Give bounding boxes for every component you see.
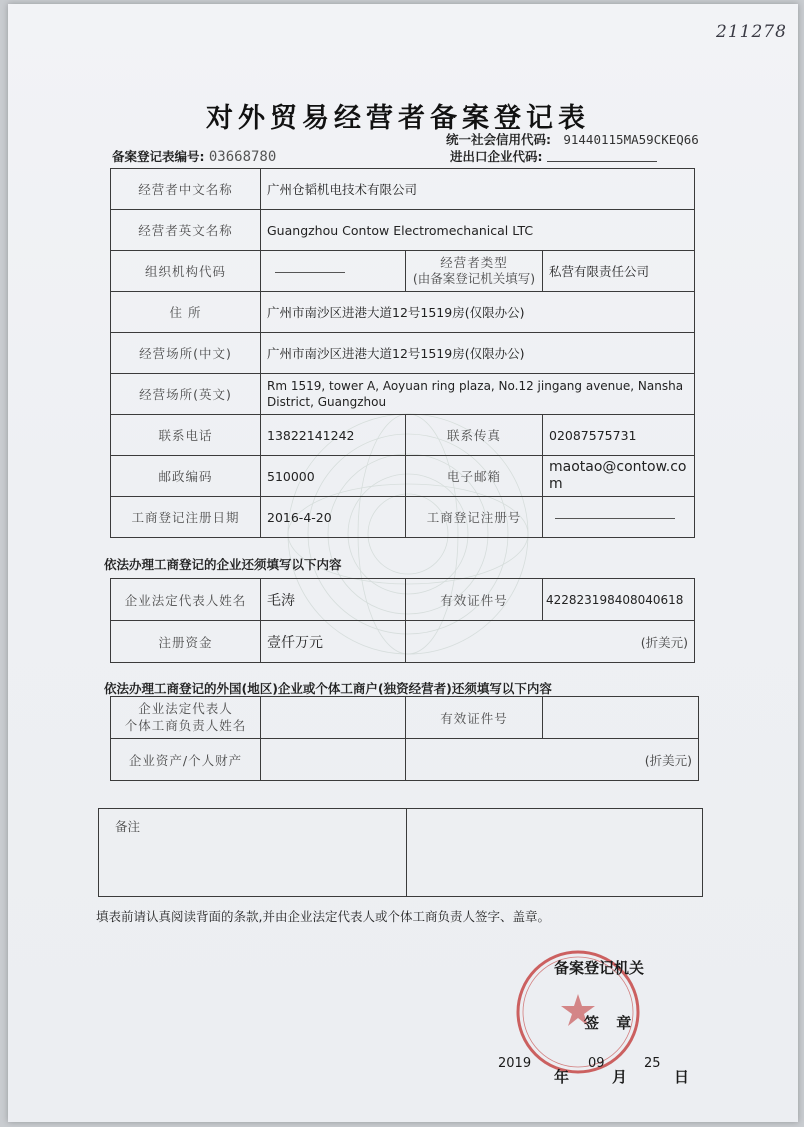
- cn-name-value: 广州仓韬机电技术有限公司: [261, 169, 695, 210]
- site-cn-label: 经营场所(中文): [111, 333, 261, 374]
- fax-label: 联系传真: [406, 415, 543, 456]
- foreign-rep-label: [111, 697, 261, 739]
- seal-label: 签 章: [584, 1014, 638, 1032]
- reg-no-label: 工商登记注册号: [406, 497, 543, 538]
- assets-value: [261, 739, 406, 781]
- authority-label: 备案登记机关: [554, 959, 645, 977]
- foreign-rep-label-line1: 企业法定代表人: [138, 701, 233, 717]
- record-number: [112, 147, 276, 165]
- reg-date-label: 工商登记注册日期: [111, 497, 261, 538]
- address-value: 广州市南沙区进港大道12号1519房(仅限办公): [261, 292, 695, 333]
- phone-value: 13822141242: [261, 415, 406, 456]
- capital-value: 壹仟万元: [261, 621, 406, 663]
- org-code-value: [261, 251, 406, 292]
- record-number-label: 备案登记表编号:: [112, 149, 205, 164]
- site-en-value: Rm 1519, tower A, Aoyuan ring plaza, No.12 jingang avenue, Nansha District, Guangzhou: [261, 374, 695, 415]
- reg-no-value: [543, 497, 695, 538]
- foreign-id-label: 有效证件号: [406, 697, 543, 739]
- record-number-value: 03668780: [208, 149, 277, 165]
- remarks-value: [407, 809, 703, 897]
- notice-text: 填表前请认真阅读背面的条款,并由企业法定代表人或个体工商负责人签字、盖章。: [96, 909, 550, 924]
- operator-type-label-line2: (由备案登记机关填写): [412, 271, 536, 286]
- document-page: [8, 4, 798, 1122]
- email-value: maotao@contow.com: [543, 456, 695, 497]
- assets-usd: [406, 739, 699, 781]
- email-label: 电子邮箱: [406, 456, 543, 497]
- credit-code-label: 统一社会信用代码:: [446, 132, 551, 147]
- foreign-id-value: [543, 697, 699, 739]
- assets-usd-label: (折美元): [644, 752, 692, 768]
- sign-month: 09: [588, 1056, 605, 1071]
- site-cn-value: 广州市南沙区进港大道12号1519房(仅限办公): [261, 333, 695, 374]
- page-title: 对外贸易经营者备案登记表: [206, 103, 590, 134]
- sign-year-char: 年: [554, 1068, 570, 1086]
- fax-value: 02087575731: [543, 415, 695, 456]
- capital-usd-label: (折美元): [640, 634, 688, 650]
- reg-date-value: 2016-4-20: [261, 497, 406, 538]
- sign-day-char: 日: [674, 1068, 690, 1086]
- legal-rep-label: 企业法定代表人姓名: [111, 579, 261, 621]
- operator-type-value: 私营有限责任公司: [543, 251, 695, 292]
- sign-month-char: 月: [612, 1068, 628, 1086]
- assets-label: 企业资产/个人财产: [111, 739, 261, 781]
- postcode-label: 邮政编码: [111, 456, 261, 497]
- address-label: 住 所: [111, 292, 261, 333]
- handwritten-number: 211278: [716, 22, 787, 42]
- postcode-value: 510000: [261, 456, 406, 497]
- registration-table: [110, 168, 695, 538]
- capital-usd: [406, 621, 695, 663]
- en-name-label: 经营者英文名称: [111, 210, 261, 251]
- enterprise-table: [110, 578, 695, 663]
- id-label: 有效证件号: [406, 579, 543, 621]
- cn-name-label: 经营者中文名称: [111, 169, 261, 210]
- section2-title: 依法办理工商登记的企业还须填写以下内容: [104, 557, 342, 572]
- legal-rep-value: 毛涛: [261, 579, 406, 621]
- reg-no-blank: [555, 518, 675, 519]
- phone-label: 联系电话: [111, 415, 261, 456]
- remarks-table: [98, 808, 703, 897]
- org-code-blank: [275, 272, 345, 273]
- id-value: 422823198408040618: [543, 579, 695, 621]
- sign-year: 2019: [498, 1056, 532, 1071]
- credit-code-value: 91440115MA59CKEQ66: [563, 132, 699, 147]
- operator-type-label: [406, 251, 543, 292]
- foreign-rep-label-line2: 个体工商负责人姓名: [124, 717, 247, 733]
- section3-title: 依法办理工商登记的外国(地区)企业或个体工商户(独资经营者)还须填写以下内容: [104, 681, 552, 696]
- credit-code: [446, 130, 699, 148]
- operator-type-label-line1: 经营者类型: [440, 254, 508, 270]
- site-en-label: 经营场所(英文): [111, 374, 261, 415]
- org-code-label: 组织机构代码: [111, 251, 261, 292]
- foreign-table: [110, 696, 699, 781]
- foreign-rep-value: [261, 697, 406, 739]
- ie-enterprise-code: [450, 147, 657, 165]
- ie-code-blank: [547, 153, 657, 162]
- remarks-label: 备注: [99, 809, 407, 897]
- sign-day: 25: [644, 1056, 661, 1071]
- en-name-value: Guangzhou Contow Electromechanical LTC: [261, 210, 695, 251]
- ie-code-label: 进出口企业代码:: [450, 149, 543, 164]
- capital-label: 注册资金: [111, 621, 261, 663]
